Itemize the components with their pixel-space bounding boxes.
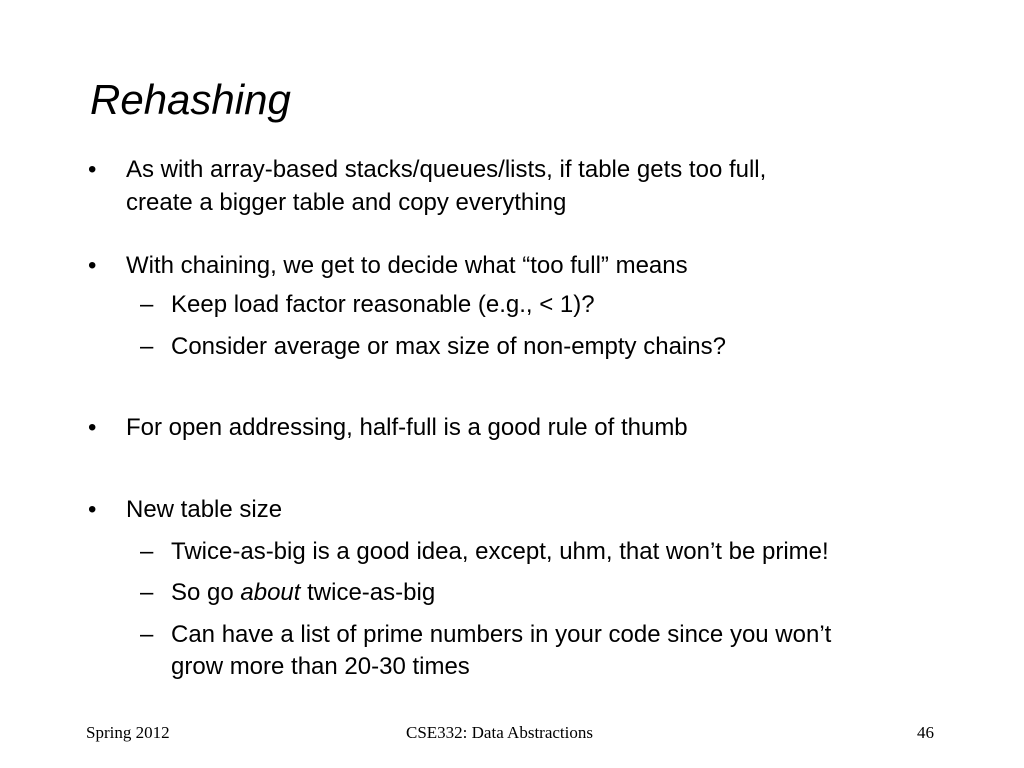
- bullet-marker: •: [88, 252, 97, 279]
- bullet-1-line-2: create a bigger table and copy everything: [126, 189, 567, 216]
- sub-2-emphasis: about: [240, 579, 301, 606]
- sub-2-suffix: twice-as-big: [300, 579, 436, 606]
- bullet-4-sub-1: Twice-as-big is a good idea, except, uhm, that won’t be prime!: [171, 538, 829, 565]
- slide-title: Rehashing: [90, 76, 291, 123]
- sub-bullet-marker: –: [140, 291, 154, 318]
- sub-bullet-marker: –: [140, 621, 154, 648]
- bullet-marker: •: [88, 156, 97, 183]
- bullet-marker: •: [88, 414, 97, 441]
- bullet-4-sub-3-line-1: Can have a list of prime numbers in your code since you won’t: [171, 621, 832, 648]
- bullet-marker: •: [88, 496, 97, 523]
- bullet-3-line-1: For open addressing, half-full is a good rule of thumb: [126, 414, 688, 441]
- bullet-1-line-1: As with array-based stacks/queues/lists, if table gets too full,: [126, 156, 767, 183]
- page-number: 46: [917, 723, 934, 742]
- bullet-4-line-1: New table size: [126, 496, 283, 523]
- sub-bullet-marker: –: [140, 579, 154, 606]
- sub-bullet-marker: –: [140, 538, 154, 565]
- bullet-2-sub-2: Consider average or max size of non-empty chains?: [171, 333, 726, 360]
- sub-bullet-marker: –: [140, 333, 154, 360]
- bullet-4-sub-2: [171, 578, 435, 607]
- bullet-2-line-1: With chaining, we get to decide what “too full” means: [126, 252, 688, 279]
- bullet-2-sub-1: Keep load factor reasonable (e.g., < 1)?: [171, 291, 595, 318]
- footer-course: CSE332: Data Abstractions: [406, 723, 593, 742]
- footer-date: Spring 2012: [86, 723, 170, 742]
- sub-2-prefix: So go: [171, 579, 241, 606]
- bullet-4-sub-3-line-2: grow more than 20-30 times: [171, 653, 470, 680]
